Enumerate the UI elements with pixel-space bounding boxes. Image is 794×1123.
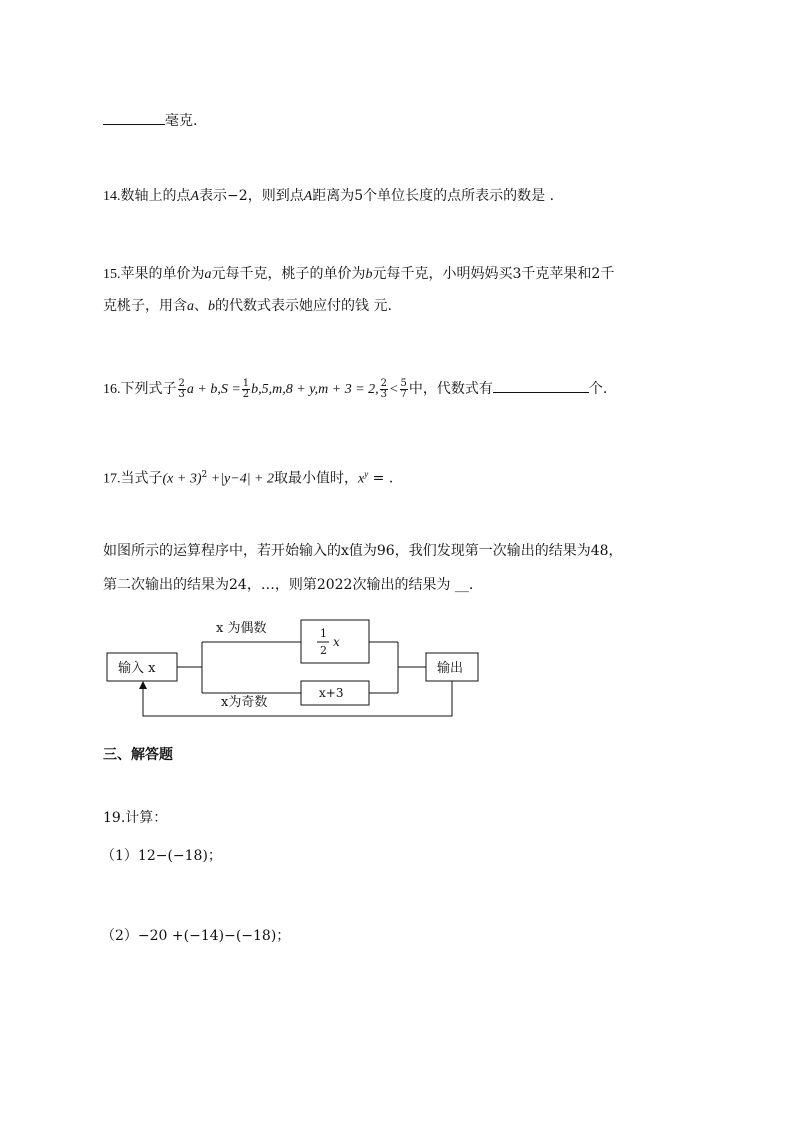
numerator: 5 [400,377,407,389]
question-18-line2: 第二次输出的结果为24，…，则第2022次输出的结果为 __. [103,577,474,593]
numerator: 2 [178,377,185,389]
question-17 [103,464,393,490]
unit-text: 毫克. [165,113,198,129]
plus3-box [301,681,369,705]
denominator: 7 [400,388,407,400]
question-15-line1 [103,264,614,285]
half-variable: x [333,635,340,649]
arrow-head [139,681,147,689]
numerator: 2 [380,377,388,389]
expr: b,5,m,8 + y,m + 3 = 2, [251,382,379,397]
var: b [208,299,215,314]
expr: (x + 3) [162,471,202,487]
exponent: y [364,469,369,479]
text: 的代数式表示她应付的钱 元. [215,298,392,314]
expr: x [358,471,365,487]
text: 元每千克，桃子的单价为 [211,266,366,282]
denominator: 3 [178,388,185,400]
question-number: 15. [103,267,121,282]
question-number: 14. [103,189,121,204]
text: 下列式子 [120,381,177,397]
text: 个. [588,381,608,397]
var: a [187,299,194,314]
fraction [242,379,250,400]
exponent: 2 [201,470,208,480]
even-label: x 为偶数 [216,621,267,636]
half-numerator: 1 [320,627,327,640]
text: 中，代数式有 [408,381,493,397]
text: 当式子 [120,470,163,487]
plus3-label: x+3 [319,686,344,700]
expr: = . [368,470,394,487]
output-box [426,653,478,681]
var: a [204,267,212,282]
var: A [190,189,200,204]
var: A [303,189,313,204]
question-19-part2: （2）−20 +(−14)−(−18)； [101,928,291,944]
answer-blank [493,378,589,393]
text: 表示−2，则到点 [199,188,304,204]
input-box [107,653,177,681]
denominator: 2 [242,388,250,400]
question-15-line2 [103,296,392,317]
fraction [400,379,408,400]
text: 取最小值时， [274,470,358,487]
expr: < [389,382,399,397]
fraction [380,379,388,400]
question-number: 16. [103,382,121,397]
text: 数轴上的点 [120,188,191,204]
odd-label: x为奇数 [221,695,268,710]
answer-blank [103,110,165,125]
expr: +|y−4| + 2 [207,471,274,487]
text: 、 [194,298,208,314]
question-16 [103,378,607,400]
var: b [365,267,373,282]
text: 苹果的单价为 [120,266,205,282]
question-14 [103,186,554,207]
text: 元每千克，小明妈妈买3千克苹果和2千 [372,266,615,282]
q13-tail [103,110,197,131]
half-denominator: 2 [320,644,327,657]
expr: a + b,S = [186,382,241,397]
section-heading: 三、解答题 [103,747,173,763]
denominator: 3 [380,388,388,400]
input-label: 输入 x [118,661,156,676]
question-19-title: 19.计算： [103,810,168,826]
fraction [178,379,186,400]
numerator: 1 [242,377,250,389]
question-number: 17. [103,471,121,487]
half-box [301,620,369,663]
text: 克桃子，用含 [103,298,187,314]
text: 距离为5个单位长度的点所表示的数是 . [312,188,555,204]
question-19-part1: （1）12−(−18)； [101,848,222,864]
question-18-line1: 如图所示的运算程序中，若开始输入的x值为96，我们发现第一次输出的结果为48， [103,543,623,559]
output-label: 输出 [437,661,464,676]
